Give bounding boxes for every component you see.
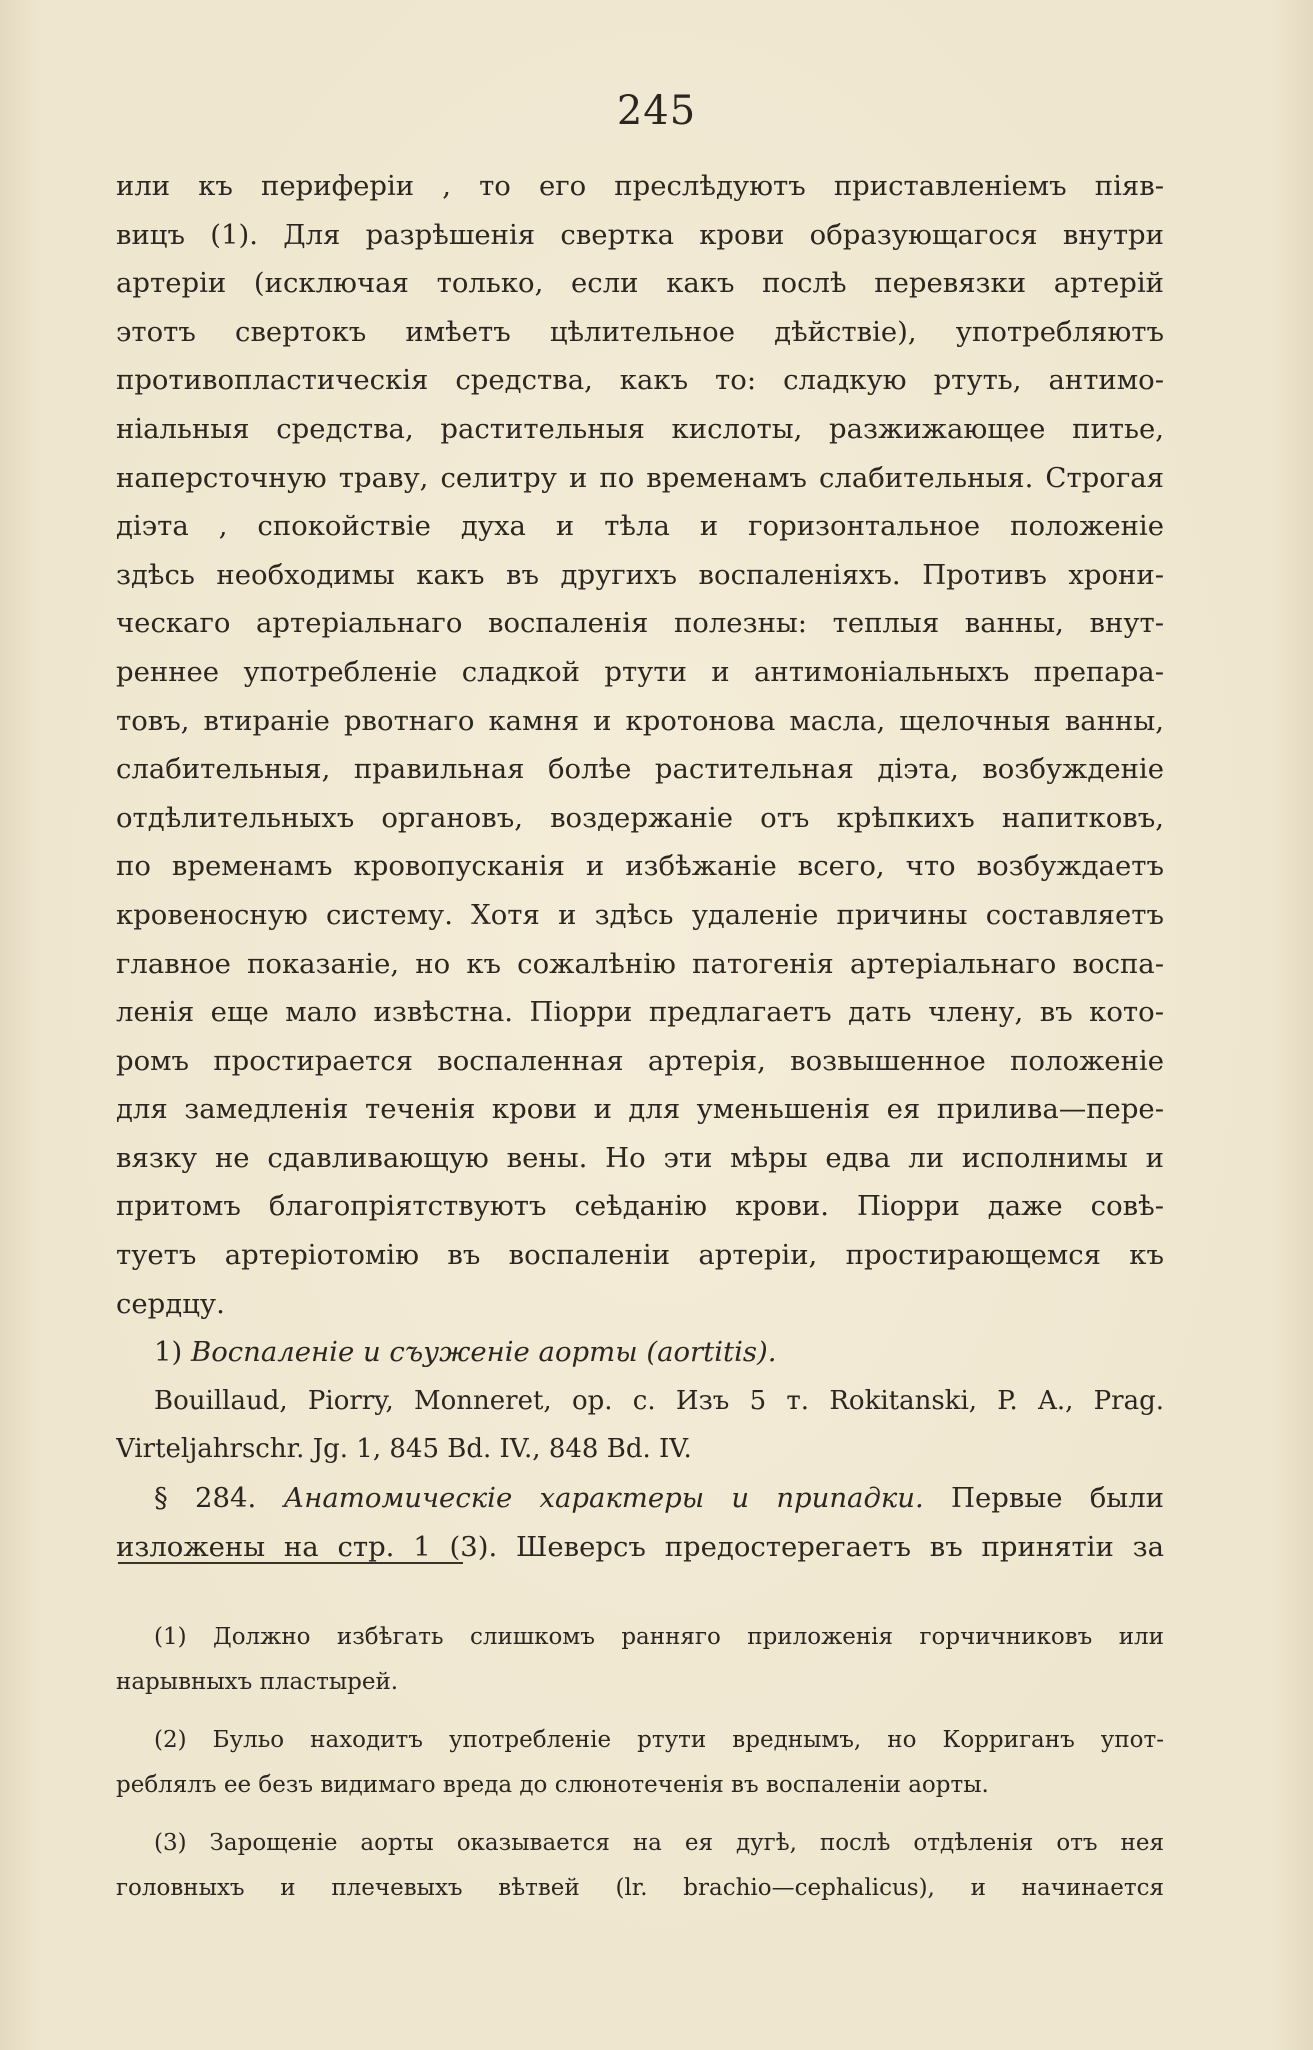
- text-line: этотъ свертокъ имѣетъ цѣлительное дѣйствіе), употребляютъ: [116, 315, 1164, 348]
- text-line: для замедленія теченія крови и для уменьшенія ея прилива—пере-: [116, 1093, 1164, 1126]
- section-mark: § 284.: [154, 1482, 257, 1515]
- text-line: реннее употребленіе сладкой ртути и антимоніальныхъ препара-: [116, 655, 1164, 688]
- section-heading-number: 1): [154, 1336, 183, 1369]
- text-line: товъ, втираніе рвотнаго камня и кротонова масла, щелочныя ванны,: [116, 704, 1164, 737]
- text-line: ленія еще мало извѣстна. Піорри предлагаетъ дать члену, въ кото-: [116, 996, 1164, 1029]
- text-line: вицъ (1). Для разрѣшенія свертка крови образующагося внутри: [116, 218, 1164, 251]
- text-line: изложены на стр. 1 (3). Шеверсъ предостерегаетъ въ принятіи за: [116, 1530, 1164, 1563]
- footnote-1-line: (1) Должно избѣгать слишкомъ ранняго приложенія горчичниковъ или: [154, 1624, 1164, 1650]
- text-line: діэта , спокойствіе духа и тѣла и горизонтальное положеніе: [116, 510, 1164, 543]
- reference-line: Bouillaud, Piorry, Monneret, op. c. Изъ 5 т. Rokitanski, P. A., Prag.: [154, 1385, 1164, 1416]
- text-line: главное показаніе, но къ сожалѣнію патогенія артеріальнаго воспа-: [116, 947, 1164, 980]
- footnote-2-line: (2) Бульо находитъ употребленіе ртути вреднымъ, но Корриганъ упот-: [154, 1727, 1164, 1753]
- paragraph-first-line: [116, 1474, 1164, 1523]
- paragraph-first-line-rest: Первые были: [951, 1482, 1164, 1515]
- text-line: противопластическія средства, какъ то: сладкую ртуть, антимо-: [116, 364, 1164, 397]
- text-line: ніальныя средства, растительныя кислоты, разжижающее питье,: [116, 412, 1164, 445]
- text-line: кровеносную систему. Хотя и здѣсь удаленіе причины составляетъ: [116, 898, 1164, 931]
- text-line: вязку не сдавливающую вены. Но эти мѣры едва ли исполнимы и: [116, 1141, 1164, 1174]
- footnote-3-line: головныхъ и плечевыхъ вѣтвей (lr. brachio—cephalicus), и начинается: [116, 1874, 1164, 1901]
- text-line: или къ периферіи , то его преслѣдуютъ приставленіемъ піяв-: [116, 170, 1164, 202]
- section-heading-latin: (aortitis).: [646, 1336, 777, 1369]
- text-line: наперсточную траву, селитру и по временамъ слабительныя. Строгая: [116, 461, 1164, 494]
- footnote-2-line: реблялъ ее безъ видимаго вреда до слюнотеченія въ воспаленіи аорты.: [116, 1771, 989, 1798]
- text-line: сердцу.: [116, 1287, 225, 1320]
- page-number: 245: [616, 88, 697, 134]
- text-line: по временамъ кровопусканія и избѣжаніе всего, что возбуждаетъ: [116, 850, 1164, 883]
- text-line: артеріи (исключая только, если какъ послѣ перевязки артерій: [116, 267, 1164, 300]
- section-heading: [116, 1328, 1164, 1377]
- text-line: отдѣлительныхъ органовъ, воздержаніе отъ крѣпкихъ напитковъ,: [116, 801, 1164, 834]
- reference-line: Virteljahrschr. Jg. 1, 845 Bd. IV., 848 Bd. IV.: [116, 1434, 692, 1465]
- section-heading-title: Воспаленіе и съуженіе аорты: [190, 1336, 638, 1369]
- footnote-divider: [118, 1562, 463, 1564]
- footnote-3-line: (3) Зарощеніе аорты оказывается на ея дугѣ, послѣ отдѣленія отъ нея: [154, 1830, 1164, 1856]
- footnotes: [116, 1615, 1164, 1910]
- footnote-1-line: нарывныхъ пластырей.: [116, 1668, 399, 1695]
- text-line: ческаго артеріальнаго воспаленія полезны: теплыя ванны, внут-: [116, 607, 1164, 640]
- paragraph-italic-title: Анатомическіе характеры и припадки.: [283, 1482, 924, 1515]
- main-text: [116, 162, 1164, 1571]
- text-line: притомъ благопріятствуютъ сеѣданію крови. Піорри даже совѣ-: [116, 1190, 1164, 1223]
- text-line: туетъ артеріотомію въ воспаленіи артеріи, простирающемся къ: [116, 1239, 1164, 1272]
- text-line: ромъ простирается воспаленная артерія, возвышенное положеніе: [116, 1044, 1164, 1077]
- text-line: здѣсь необходимы какъ въ другихъ воспаленіяхъ. Противъ хрони-: [116, 558, 1164, 591]
- text-line: слабительныя, правильная болѣе растительная діэта, возбужденіе: [116, 753, 1164, 786]
